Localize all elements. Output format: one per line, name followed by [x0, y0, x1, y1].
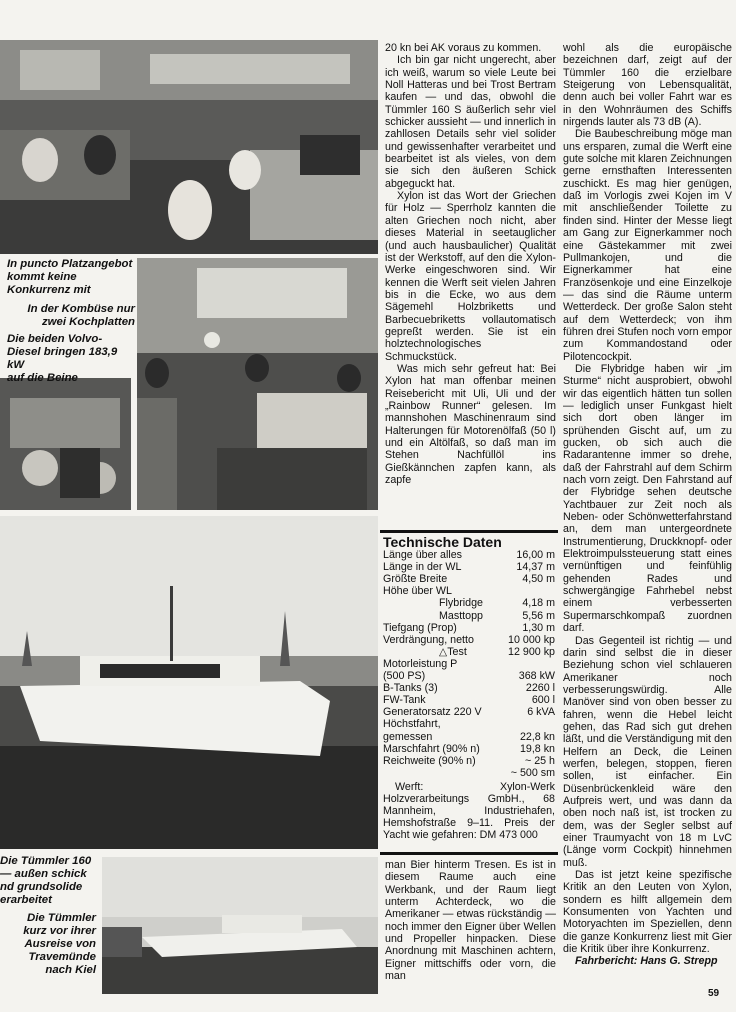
- technical-data-value: 1,30 m: [522, 621, 555, 634]
- technical-data-row: [383, 682, 555, 694]
- technical-data-value: 22,8 kn: [519, 730, 555, 743]
- technical-data-row: [383, 658, 555, 670]
- technical-data-label: Höhe über WL: [383, 585, 452, 598]
- caption-tuemmler-schick: [0, 855, 100, 907]
- technical-data-value: 12 900 kp: [508, 645, 555, 658]
- technical-data-row: [383, 670, 555, 682]
- caption-line: In der Kombüse nur: [27, 303, 135, 315]
- technical-data-label: Marschfahrt (90% n): [383, 742, 480, 755]
- paragraph: Die Baubeschreibung möge man uns ersparen, zumal die Werft eine gute solche mit klaren Zeichnungen gerne ernsthaften Interessenten zuschickt. Es mag hier genügen, daß im Vorlogis zwei Kojen im V mit anschließender Toilette zu finden sind. Hinter der Messe liegt am Gang zur Eignerkammer noch eine Gästekammer mit zwei Pullmankojen, und die Eignerkammer hat eine Französenkoje und eine Einzelkoje — das sind die Räume unterm Wetterdeck. Der große Salon steht auf dem Wetterdeck; von ihm führen drei Stufen noch vorn empor zum Kommandostand oder Pilotencockpit.: [563, 128, 732, 363]
- tech-box-bottom-rule: [380, 852, 558, 855]
- technical-data-row: [383, 634, 555, 646]
- caption-line: erarbeitet: [0, 894, 52, 906]
- article-column-1-continued: [385, 859, 556, 982]
- technical-data-label: Motorleistung P: [383, 657, 458, 670]
- article-column-2: [563, 42, 732, 968]
- caption-line: nd grundsolide: [0, 881, 83, 893]
- galley-photo: [137, 258, 378, 510]
- tech-box-top-rule: [380, 530, 558, 533]
- caption-tuemmler-ausreise: [0, 912, 96, 977]
- technical-data-label: Tiefgang (Prop): [383, 621, 457, 634]
- technical-data-value: 6 kVA: [527, 706, 555, 719]
- technical-data-row: [383, 597, 555, 609]
- technical-data-label: Reichweite (90% n): [383, 754, 476, 767]
- technical-data-row: [383, 646, 555, 658]
- technical-data-value: ~ 500 sm: [510, 766, 555, 779]
- technical-data-label: Generatorsatz 220 V: [383, 706, 482, 719]
- technical-data-value: 4,18 m: [522, 597, 555, 610]
- paragraph: Ich bin gar nicht ungerecht, aber ich weiß, warum so viele Leute bei Noll Hatteras und bei Trost Bertram kaufen — und das, obwohl die Tümmler 160 S äußerlich sehr viel schicker aussieht — und innerlich in zahllosen Details sehr viel solider und gewissenhafter verarbeitet und bearbeitet ist als vieles, von dem sie sich den äußeren Schick abgeguckt hat.: [385, 54, 556, 190]
- technical-data-value: ~ 25 h: [524, 754, 555, 767]
- caption-line: Diesel bringen 183,9 kW: [7, 346, 118, 371]
- technical-data-label: [383, 767, 511, 779]
- caption-line: zwei Kochplatten: [41, 316, 135, 328]
- technical-data-value: 19,8 kn: [519, 742, 555, 755]
- caption-line: kurz vor ihrer: [23, 925, 96, 937]
- technical-data-value: 10 000 kp: [508, 633, 555, 646]
- technical-data-value: 16,00 m: [516, 549, 555, 562]
- technical-data-label: (500 PS): [383, 670, 426, 683]
- technical-data-row: [383, 585, 555, 597]
- technical-data-row: [383, 622, 555, 634]
- article-column-1: [385, 42, 556, 486]
- technical-data-value: 600 l: [531, 694, 555, 707]
- technical-data-row: [383, 610, 555, 622]
- caption-line: nach Kiel: [45, 964, 96, 976]
- technical-data-row: [383, 731, 555, 743]
- caption-volvo-diesel: [7, 333, 135, 385]
- technical-data-row: [383, 549, 555, 561]
- caption-line: Die beiden Volvo-: [7, 333, 103, 345]
- caption-line: In puncto Platzangebot: [7, 258, 133, 270]
- technical-data-label: Größte Breite: [383, 573, 448, 586]
- technical-data-rows: [383, 549, 555, 779]
- yacht-at-sea-photo: [0, 516, 378, 849]
- paragraph: Das ist jetzt keine spezifische Kritik an den Leuten von Xylon, sondern es hilft allgemein dem Konsumenten von Yachten und Motoryachten im Speziellen, denn die ganze Konkurrenz liest mit Gier die Kritik über ihre Konkurrenz.: [563, 869, 732, 956]
- page-number: 59: [708, 988, 720, 999]
- werft-info: Werft: Xylon-Werk Holzverarbeitungs GmbH., 68 Mannheim, Industriehafen, Hemshofstraße 9–11. Preis der Yacht wie gefahren: DM 473 000: [383, 780, 555, 842]
- caption-platzangebot: [7, 258, 135, 297]
- paragraph: Das Gegenteil ist richtig — und darin sind selbst die in dieser Beziehung schon viel schlaueren Amerikaner noch verbesserungswürdig. Alle Manöver sind von oben besser zu fahren, wenn die Hebel leicht gehen, das Rad sich gut drehen läßt, und die Verständigung mit den Helfern an Deck, die Leinen werfen, belegen, stoppen, fieren sollen, ist einfacher. Ein Düsenbrückenkleid wäre den Aufpreis wert, und was dann da oben noch naß ist, ist trocken zu dem, was der Segler selbst auf einer Traumyacht von 18 m LvC (Länge vorm Cockpit) hinnehmen muß.: [563, 634, 732, 869]
- technical-data-row: [383, 743, 555, 755]
- technical-data-label: Länge über alles: [383, 549, 463, 562]
- caption-line: Ausreise von: [24, 938, 96, 950]
- technical-data-label: △Test: [439, 645, 467, 658]
- paragraph: Xylon ist das Wort der Griechen für Holz — Sperrholz kannten die alten Griechen noch nicht, aber dieses Material in seetauglicher (und auch hausbaulicher) Qualität ist der Werkstoff, auf den die Xylon-Werke eingeschworen sind. Wir kennen die Werft seit vielen Jahren bis in die Ecke, wo aus dem Sägemehl Holzbriketts und Barbecuebriketts vollautomatisch gepreßt werden. Sie ist ein holztechnologisches Schmuckstück.: [385, 190, 556, 363]
- paragraph: Die Flybridge haben wir „im Sturme“ nicht ausprobiert, obwohl wir das eigentlich hätten tun sollen — lediglich unser Funkgast hielt sich dort oben länger im sprühenden Gischt auf, um zu gucken, ob sich auch die Radarantenne immer so drehe, daß der Fahrstrahl auf dem Schirm nach vorn zeigt. Den Fahrstand auf der Flybridge sehen deutsche Yachtbauer zur Zeit noch als Neben- oder Schönwetterfahrstand an, dem man untergeordnete Instrumentierung, Druckknopf- oder Elektroimpulssteuerung statt eines vernünftigen und feinfühlig gehenden Rades und schwergängige Fahrhebel nebst einem verbesserten Supermarschkompaß zuordnen darf.: [563, 362, 732, 635]
- technical-data-value: 368 kW: [518, 670, 555, 683]
- technical-data-row: [383, 767, 555, 779]
- technical-data-label: B-Tanks (3): [383, 682, 438, 695]
- caption-line: Travemünde: [28, 951, 96, 963]
- technical-data-row: [383, 706, 555, 718]
- technical-data-label: Verdrängung, netto: [383, 633, 474, 646]
- technical-data-value: 14,37 m: [516, 561, 555, 574]
- technical-data-title: Technische Daten: [383, 534, 502, 550]
- paragraph: man Bier hinterm Tresen. Es ist in diesem Raume auch eine Werkbank, und der Raum liegt unterm Achterdeck, wo die Amerikaner — etwas rückständig — noch immer den Eigner über Wellen und Propeller hinpacken. Diese Anordnung mit Maschinen achtern, Eigner mittschiffs oder vorn, die man: [385, 859, 556, 983]
- paragraph: 20 kn bei AK voraus zu kommen.: [385, 42, 542, 54]
- caption-line: Konkurrenz mit: [7, 284, 91, 296]
- caption-line: kommt keine: [7, 271, 77, 283]
- technical-data-label: Flybridge: [439, 597, 483, 610]
- paragraph: Was mich sehr gefreut hat: Bei Xylon hat man offenbar meinen Reisebericht mit Uli, Uli und der „Rainbow Runner“ gelesen. Im mannshohen Maschinenraum sind Halterungen für Motorenölfaß (50 l) und ein Altölfaß, so daß man im Stehen Nachfüllöl ins Gießkännchen zapfen kann, als zapfe: [385, 362, 556, 487]
- technical-data-label: Länge in der WL: [383, 561, 462, 574]
- caption-line: auf die Beine: [7, 372, 78, 384]
- technical-data-label: gemessen: [383, 730, 433, 743]
- technical-data-row: [383, 755, 555, 767]
- technical-data-value: 2260 l: [525, 682, 555, 695]
- technical-data-label: Höchstfahrt,: [383, 718, 441, 731]
- caption-line: Die Tümmler 160: [0, 855, 92, 867]
- technical-data-row: [383, 573, 555, 585]
- technical-data-label: FW-Tank: [383, 694, 426, 707]
- technical-data-label: Masttopp: [439, 609, 483, 622]
- technical-data-row: [383, 694, 555, 706]
- technical-data-row: [383, 561, 555, 573]
- engine-room-photo: [0, 378, 131, 510]
- technical-data-value: 5,56 m: [522, 609, 555, 622]
- technical-data-box: [383, 536, 555, 841]
- caption-line: — außen schick: [0, 868, 87, 880]
- yacht-harbor-photo: [102, 857, 378, 994]
- paragraph: wohl als die europäische bezeichnen darf, zeigt auf der Tümmler 160 die erzielbare Steigerung von Lebensqualität, denn auch bei voller Fahrt war es in den Wohnräumen des Schiffs nirgends lauter als 73 dB (A).: [563, 42, 732, 129]
- technical-data-row: [383, 718, 555, 730]
- salon-photo: [0, 40, 378, 254]
- caption-line: Die Tümmler: [27, 912, 96, 924]
- caption-kombuese: [18, 303, 135, 329]
- technical-data-value: 4,50 m: [522, 573, 555, 586]
- author-credit: Fahrbericht: Hans G. Strepp: [575, 955, 718, 968]
